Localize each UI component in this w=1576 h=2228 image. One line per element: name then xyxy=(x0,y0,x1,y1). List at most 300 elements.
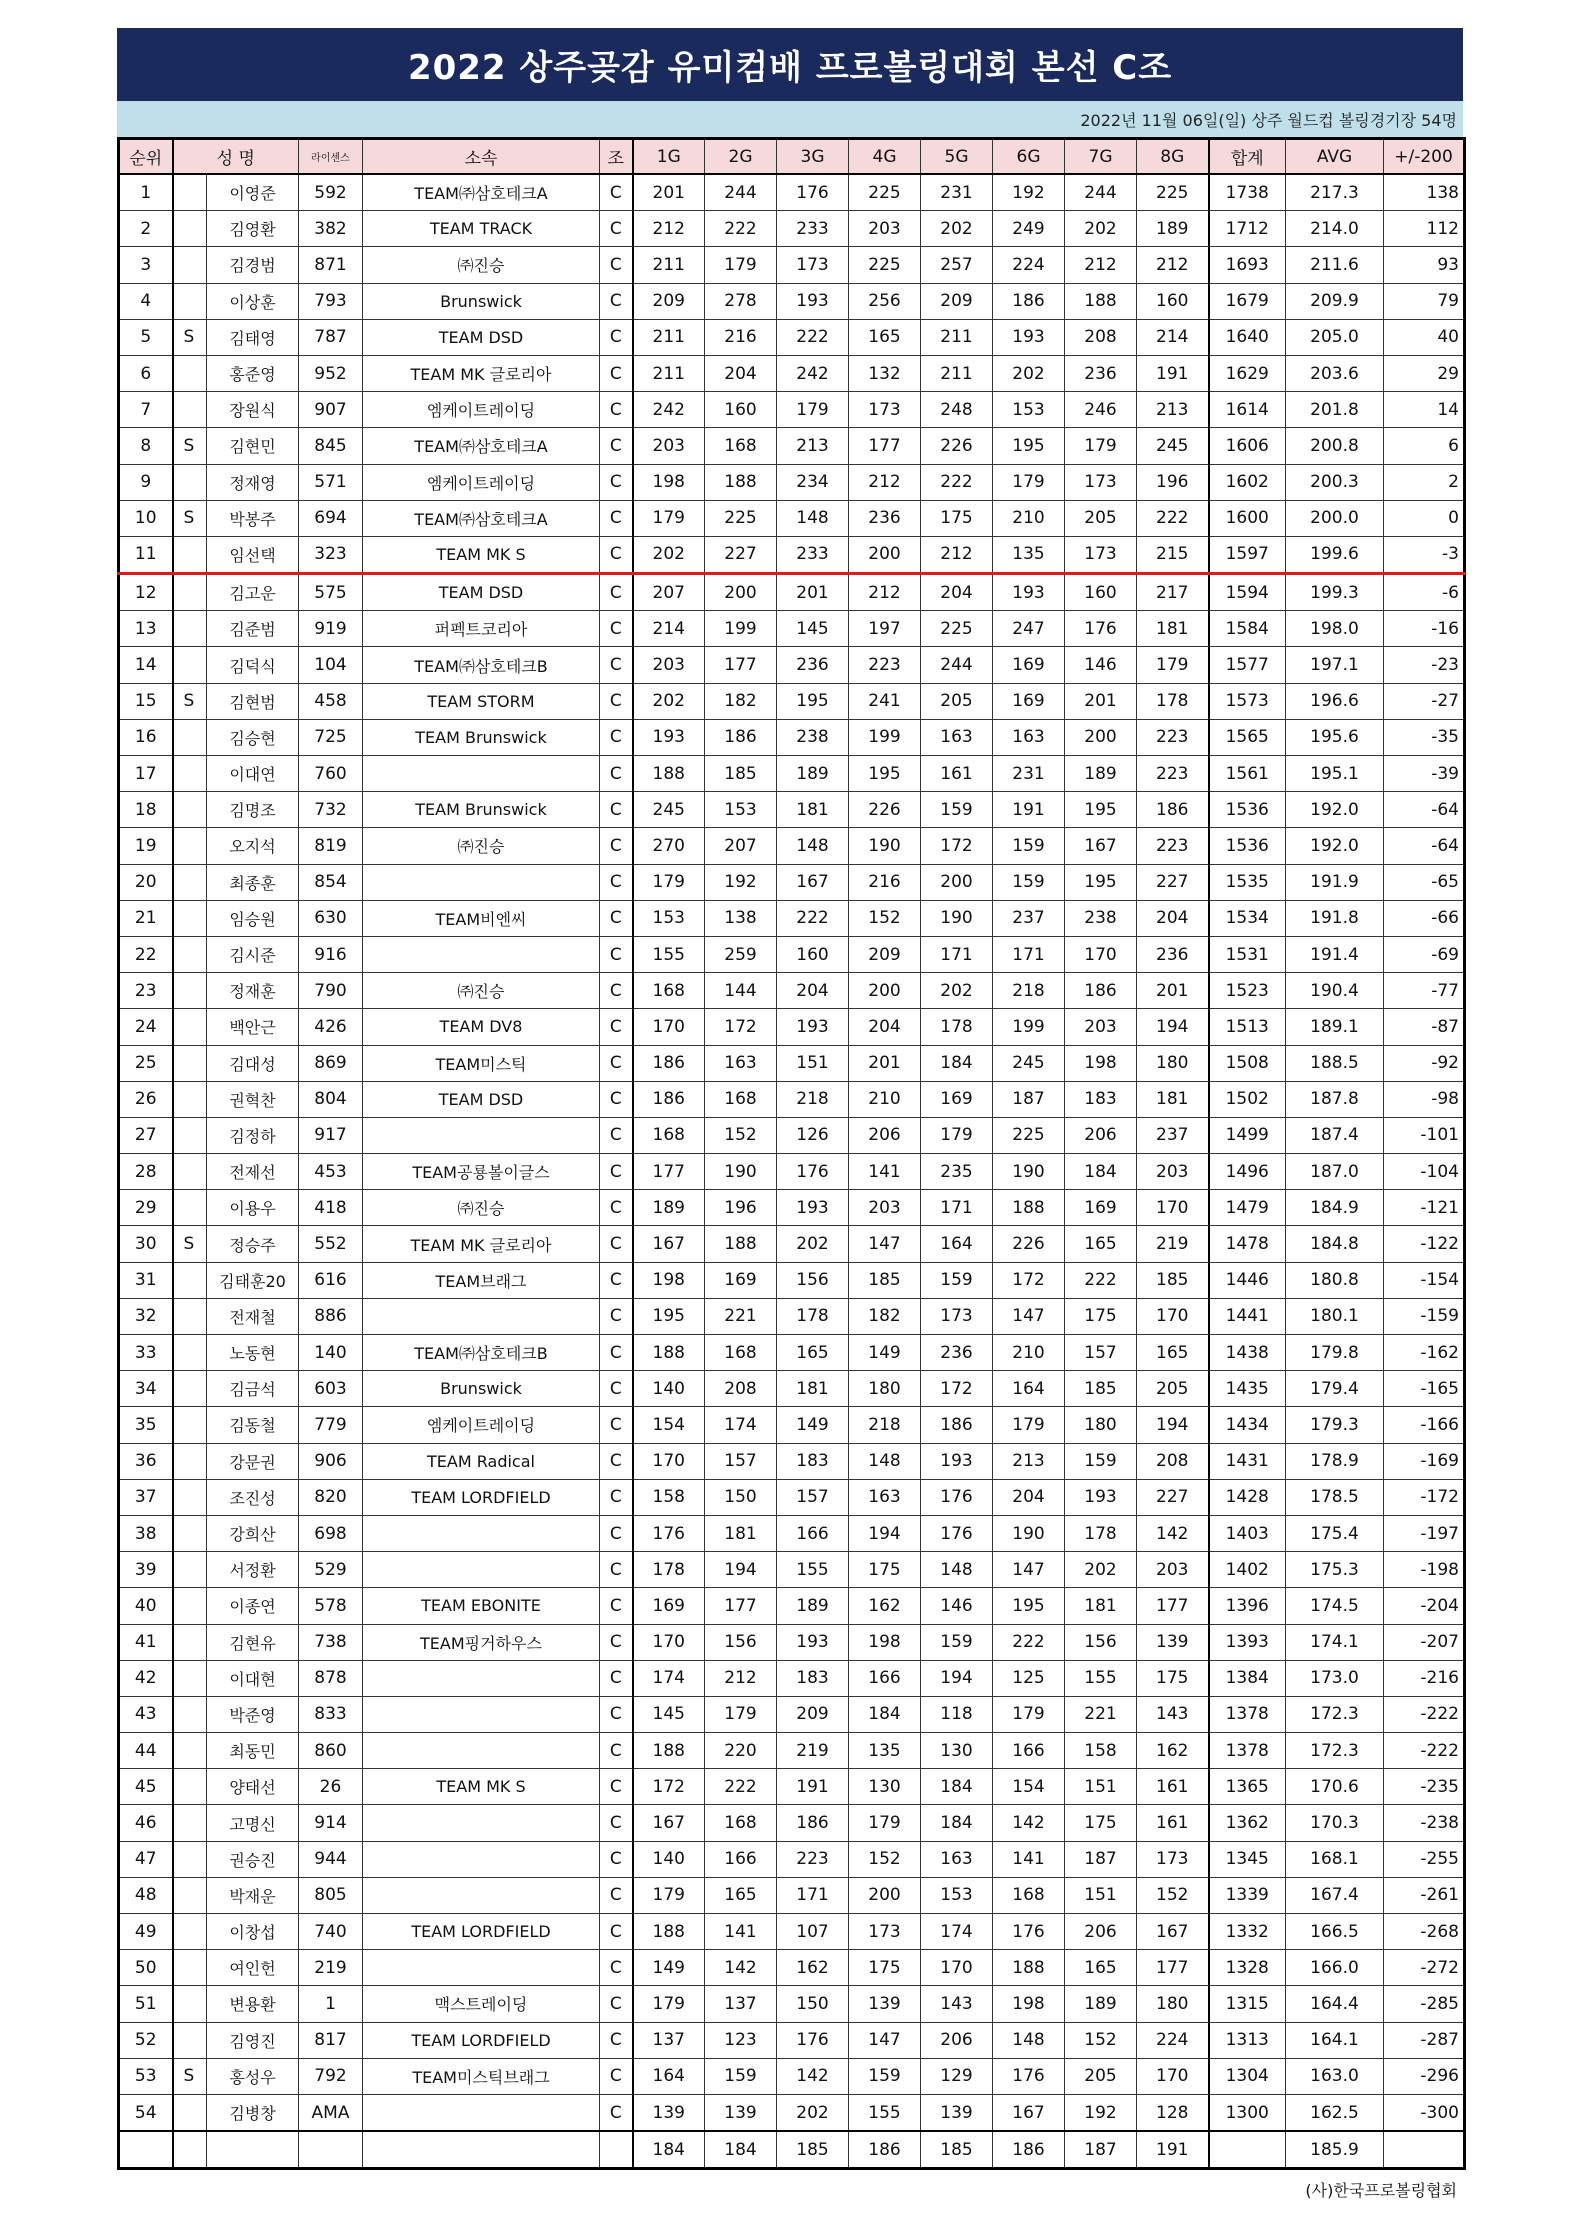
seed-mark-cell xyxy=(173,973,207,1009)
avg-cell: 166.0 xyxy=(1286,1950,1384,1986)
game-3-score-cell: 148 xyxy=(777,828,849,864)
game-1-score-cell: 168 xyxy=(633,973,705,1009)
game-7-score-cell: 165 xyxy=(1065,1950,1137,1986)
player-name-cell: 김명조 xyxy=(207,792,299,828)
avg-cell: 187.8 xyxy=(1286,1081,1384,1117)
seed-mark-cell xyxy=(173,1914,207,1950)
game-3-score-cell: 181 xyxy=(777,792,849,828)
game-1-score-cell: 188 xyxy=(633,1914,705,1950)
group-cell: C xyxy=(600,1009,633,1045)
seed-mark-cell xyxy=(173,1986,207,2022)
game-6-score-cell: 213 xyxy=(993,1443,1065,1479)
table-row xyxy=(119,1335,1465,1371)
seed-mark-cell xyxy=(173,1515,207,1551)
club-cell xyxy=(363,1117,600,1153)
table-row xyxy=(119,1407,1465,1443)
game-1-score-cell: 245 xyxy=(633,792,705,828)
club-cell xyxy=(363,2094,600,2131)
game-1-score-cell: 176 xyxy=(633,1515,705,1551)
game-8-score-cell: 223 xyxy=(1137,828,1209,864)
group-cell: C xyxy=(600,936,633,972)
rank-cell: 1 xyxy=(119,174,173,211)
rank-cell: 13 xyxy=(119,611,173,647)
avg-cell: 214.0 xyxy=(1286,211,1384,247)
license-cell: 740 xyxy=(299,1914,363,1950)
club-cell: TEAM DSD xyxy=(363,319,600,355)
club-cell: Brunswick xyxy=(363,1371,600,1407)
game-4-score-cell: 225 xyxy=(849,247,921,283)
game-2-score-cell: 190 xyxy=(705,1154,777,1190)
group-cell: C xyxy=(600,1696,633,1732)
group-cell: C xyxy=(600,392,633,428)
game-7-score-cell: 160 xyxy=(1065,574,1137,611)
avg-cell: 205.0 xyxy=(1286,319,1384,355)
game-1-score-cell: 270 xyxy=(633,828,705,864)
game-8-score-cell: 203 xyxy=(1137,1552,1209,1588)
club-cell: 엠케이트레이딩 xyxy=(363,392,600,428)
license-cell: 914 xyxy=(299,1805,363,1841)
col-rank: 순위 xyxy=(119,139,173,175)
avg-cell: 178.9 xyxy=(1286,1443,1384,1479)
game-1-score-cell: 214 xyxy=(633,611,705,647)
game-1-score-cell: 188 xyxy=(633,1733,705,1769)
game-5-score-cell: 222 xyxy=(921,464,993,500)
table-row xyxy=(119,247,1465,283)
game-8-score-cell: 194 xyxy=(1137,1407,1209,1443)
table-row xyxy=(119,1081,1465,1117)
group-cell: C xyxy=(600,792,633,828)
game-2-score-cell: 196 xyxy=(705,1190,777,1226)
rank-cell: 19 xyxy=(119,828,173,864)
diff-cell: -3 xyxy=(1384,536,1465,573)
game-4-score-cell: 225 xyxy=(849,174,921,211)
table-row xyxy=(119,1226,1465,1262)
game-4-score-cell: 175 xyxy=(849,1552,921,1588)
game-1-score-cell: 198 xyxy=(633,1262,705,1298)
avg-cell: 187.4 xyxy=(1286,1117,1384,1153)
group-cell: C xyxy=(600,1262,633,1298)
game-1-score-cell: 179 xyxy=(633,864,705,900)
game-3-score-cell: 193 xyxy=(777,1009,849,1045)
avg-cell: 195.1 xyxy=(1286,756,1384,792)
group-cell: C xyxy=(600,1515,633,1551)
game-average-row xyxy=(119,2131,1465,2169)
game-5-score-cell: 172 xyxy=(921,828,993,864)
diff-cell: 138 xyxy=(1384,174,1465,211)
diff-cell: 14 xyxy=(1384,392,1465,428)
seed-mark-cell xyxy=(173,1660,207,1696)
game-3-score-cell: 149 xyxy=(777,1407,849,1443)
game-6-score-cell: 171 xyxy=(993,936,1065,972)
game-8-score-cell: 222 xyxy=(1137,500,1209,536)
club-cell xyxy=(363,1950,600,1986)
player-name-cell: 박봉주 xyxy=(207,500,299,536)
game-8-score-cell: 219 xyxy=(1137,1226,1209,1262)
game-8-score-cell: 205 xyxy=(1137,1371,1209,1407)
player-name-cell: 이대연 xyxy=(207,756,299,792)
game-5-score-cell: 184 xyxy=(921,1805,993,1841)
game-6-score-cell: 199 xyxy=(993,1009,1065,1045)
game-8-score-cell: 215 xyxy=(1137,536,1209,573)
diff-cell: -172 xyxy=(1384,1479,1465,1515)
rank-cell: 18 xyxy=(119,792,173,828)
total-cell: 1679 xyxy=(1209,283,1286,319)
avg-cell: 164.1 xyxy=(1286,2022,1384,2058)
game-3-score-cell: 176 xyxy=(777,1154,849,1190)
rank-cell: 37 xyxy=(119,1479,173,1515)
seed-mark-cell xyxy=(173,1154,207,1190)
seed-mark-cell xyxy=(173,174,207,211)
col-game-7: 7G xyxy=(1065,139,1137,175)
diff-cell: -64 xyxy=(1384,828,1465,864)
license-cell: 140 xyxy=(299,1335,363,1371)
total-cell: 1403 xyxy=(1209,1515,1286,1551)
col-license: 라이센스 xyxy=(299,139,363,175)
club-cell xyxy=(363,1298,600,1334)
player-name-cell: 김병창 xyxy=(207,2094,299,2131)
group-cell: C xyxy=(600,2094,633,2131)
game-5-score-cell: 171 xyxy=(921,936,993,972)
player-name-cell: 이상훈 xyxy=(207,283,299,319)
player-name-cell: 김동철 xyxy=(207,1407,299,1443)
total-cell: 1565 xyxy=(1209,719,1286,755)
game-7-score-cell: 179 xyxy=(1065,428,1137,464)
license-cell: 738 xyxy=(299,1624,363,1660)
diff-cell: -238 xyxy=(1384,1805,1465,1841)
seed-mark-cell xyxy=(173,1081,207,1117)
game-6-score-cell: 148 xyxy=(993,2022,1065,2058)
total-cell: 1441 xyxy=(1209,1298,1286,1334)
club-cell: TEAM DSD xyxy=(363,1081,600,1117)
club-cell xyxy=(363,936,600,972)
game-1-score-cell: 174 xyxy=(633,1660,705,1696)
diff-cell: -16 xyxy=(1384,611,1465,647)
license-cell: 833 xyxy=(299,1696,363,1732)
game-2-score-cell: 168 xyxy=(705,1805,777,1841)
rank-cell: 17 xyxy=(119,756,173,792)
results-table xyxy=(117,137,1466,2170)
avg-cell: 190.4 xyxy=(1286,973,1384,1009)
game-2-score-cell: 194 xyxy=(705,1552,777,1588)
game-4-score-cell: 139 xyxy=(849,1986,921,2022)
game-4-score-cell: 180 xyxy=(849,1371,921,1407)
game-6-score-cell: 195 xyxy=(993,428,1065,464)
total-cell: 1738 xyxy=(1209,174,1286,211)
diff-cell: -272 xyxy=(1384,1950,1465,1986)
game-4-score-cell: 212 xyxy=(849,464,921,500)
avg-cell: 167.4 xyxy=(1286,1877,1384,1913)
game-5-score-cell: 184 xyxy=(921,1045,993,1081)
game-3-score-cell: 222 xyxy=(777,319,849,355)
game-8-score-cell: 177 xyxy=(1137,1950,1209,1986)
total-cell: 1431 xyxy=(1209,1443,1286,1479)
game-6-score-cell: 163 xyxy=(993,719,1065,755)
seed-mark-cell xyxy=(173,828,207,864)
game-5-score-cell: 159 xyxy=(921,1624,993,1660)
seed-mark-cell xyxy=(173,647,207,683)
game-1-score-cell: 201 xyxy=(633,174,705,211)
game-3-score-cell: 171 xyxy=(777,1877,849,1913)
col-avg: AVG xyxy=(1286,139,1384,175)
game-3-score-cell: 183 xyxy=(777,1443,849,1479)
table-row xyxy=(119,211,1465,247)
total-cell: 1523 xyxy=(1209,973,1286,1009)
game-1-score-cell: 169 xyxy=(633,1588,705,1624)
game-5-score-cell: 248 xyxy=(921,392,993,428)
player-name-cell: 김현유 xyxy=(207,1624,299,1660)
license-cell: AMA xyxy=(299,2094,363,2131)
seed-mark-cell xyxy=(173,1805,207,1841)
game-2-score-cell: 222 xyxy=(705,1769,777,1805)
game-7-score-cell: 184 xyxy=(1065,1154,1137,1190)
game-3-score-cell: 242 xyxy=(777,355,849,391)
game-2-score-cell: 168 xyxy=(705,1081,777,1117)
rank-cell: 12 xyxy=(119,574,173,611)
group-cell: C xyxy=(600,1081,633,1117)
seed-mark-cell xyxy=(173,574,207,611)
rank-cell: 54 xyxy=(119,2094,173,2131)
game-4-score-cell: 210 xyxy=(849,1081,921,1117)
game-4-score-cell: 195 xyxy=(849,756,921,792)
game-5-score-cell: 225 xyxy=(921,611,993,647)
table-row xyxy=(119,319,1465,355)
club-cell: 엠케이트레이딩 xyxy=(363,1407,600,1443)
game-7-score-cell: 159 xyxy=(1065,1443,1137,1479)
game-3-score-cell: 195 xyxy=(777,683,849,719)
club-cell: TEAM MK 글로리아 xyxy=(363,355,600,391)
game-3-score-cell: 193 xyxy=(777,1190,849,1226)
player-name-cell: 임승원 xyxy=(207,900,299,936)
game-5-score-cell: 186 xyxy=(921,1407,993,1443)
avg-cell: 199.3 xyxy=(1286,574,1384,611)
player-name-cell: 조진성 xyxy=(207,1479,299,1515)
total-cell: 1378 xyxy=(1209,1733,1286,1769)
game-3-score-cell: 189 xyxy=(777,1588,849,1624)
game-8-score-cell: 180 xyxy=(1137,1986,1209,2022)
game-4-score-cell: 241 xyxy=(849,683,921,719)
seed-mark-cell xyxy=(173,355,207,391)
game-3-score-cell: 176 xyxy=(777,2022,849,2058)
total-cell: 1602 xyxy=(1209,464,1286,500)
club-cell xyxy=(363,1877,600,1913)
game-5-score-cell: 148 xyxy=(921,1552,993,1588)
diff-cell: 6 xyxy=(1384,428,1465,464)
rank-cell: 15 xyxy=(119,683,173,719)
game-3-score-cell: 201 xyxy=(777,574,849,611)
avg-cell: 191.4 xyxy=(1286,936,1384,972)
game-3-score-cell: 151 xyxy=(777,1045,849,1081)
total-cell: 1478 xyxy=(1209,1226,1286,1262)
game-5-score-cell: 176 xyxy=(921,1515,993,1551)
club-cell: TEAM공룡볼이글스 xyxy=(363,1154,600,1190)
game-7-score-cell: 176 xyxy=(1065,611,1137,647)
game-7-score-cell: 198 xyxy=(1065,1045,1137,1081)
game-1-score-cell: 189 xyxy=(633,1190,705,1226)
game-5-score-cell: 200 xyxy=(921,864,993,900)
game-3-score-cell: 218 xyxy=(777,1081,849,1117)
group-cell: C xyxy=(600,574,633,611)
diff-cell: -87 xyxy=(1384,1009,1465,1045)
total-cell: 1315 xyxy=(1209,1986,1286,2022)
game-1-score-cell: 172 xyxy=(633,1769,705,1805)
game-8-score-cell: 185 xyxy=(1137,1262,1209,1298)
game-7-score-cell: 181 xyxy=(1065,1588,1137,1624)
rank-cell: 40 xyxy=(119,1588,173,1624)
player-name-cell: 박준영 xyxy=(207,1696,299,1732)
license-cell: 529 xyxy=(299,1552,363,1588)
group-cell: C xyxy=(600,756,633,792)
total-cell: 1496 xyxy=(1209,1154,1286,1190)
seed-mark-cell xyxy=(173,611,207,647)
game-5-score-cell: 194 xyxy=(921,1660,993,1696)
total-cell: 1339 xyxy=(1209,1877,1286,1913)
game-3-score-cell: 222 xyxy=(777,900,849,936)
group-cell: C xyxy=(600,828,633,864)
club-cell xyxy=(363,1696,600,1732)
avg-cell: 180.8 xyxy=(1286,1262,1384,1298)
game-1-score-cell: 207 xyxy=(633,574,705,611)
rank-cell: 11 xyxy=(119,536,173,573)
club-cell: TEAM DSD xyxy=(363,574,600,611)
license-cell: 854 xyxy=(299,864,363,900)
avg-cell: 170.6 xyxy=(1286,1769,1384,1805)
avg-cell: 191.9 xyxy=(1286,864,1384,900)
seed-mark-cell xyxy=(173,2094,207,2131)
game-1-score-cell: 203 xyxy=(633,647,705,683)
game-6-score-cell: 247 xyxy=(993,611,1065,647)
group-cell: C xyxy=(600,174,633,211)
rank-cell: 2 xyxy=(119,211,173,247)
diff-cell: -27 xyxy=(1384,683,1465,719)
diff-cell: -255 xyxy=(1384,1841,1465,1877)
diff-cell: -261 xyxy=(1384,1877,1465,1913)
game-8-score-cell: 223 xyxy=(1137,719,1209,755)
license-cell: 694 xyxy=(299,500,363,536)
game-4-score-cell: 203 xyxy=(849,211,921,247)
group-cell: C xyxy=(600,719,633,755)
player-name-cell: 김덕식 xyxy=(207,647,299,683)
game-6-score-cell: 159 xyxy=(993,864,1065,900)
game-8-score-cell: 177 xyxy=(1137,1588,1209,1624)
game-7-score-cell: 208 xyxy=(1065,319,1137,355)
group-cell: C xyxy=(600,1298,633,1334)
game-5-score-cell: 231 xyxy=(921,174,993,211)
player-name-cell: 강희산 xyxy=(207,1515,299,1551)
license-cell: 578 xyxy=(299,1588,363,1624)
game-2-score-cell: 227 xyxy=(705,536,777,573)
rank-cell: 46 xyxy=(119,1805,173,1841)
table-row xyxy=(119,464,1465,500)
table-row xyxy=(119,1588,1465,1624)
game-7-score-cell: 246 xyxy=(1065,392,1137,428)
club-cell: 맥스트레이딩 xyxy=(363,1986,600,2022)
game-4-score-cell: 256 xyxy=(849,283,921,319)
diff-cell: -35 xyxy=(1384,719,1465,755)
player-name-cell: 김승현 xyxy=(207,719,299,755)
game-8-score-cell: 203 xyxy=(1137,1154,1209,1190)
col-game-3: 3G xyxy=(777,139,849,175)
license-cell: 1 xyxy=(299,1986,363,2022)
total-cell: 1606 xyxy=(1209,428,1286,464)
player-name-cell: 전제선 xyxy=(207,1154,299,1190)
diff-cell: 112 xyxy=(1384,211,1465,247)
club-cell: TEAM핑거하우스 xyxy=(363,1624,600,1660)
game-8-score-cell: 170 xyxy=(1137,1190,1209,1226)
game-6-score-cell: 191 xyxy=(993,792,1065,828)
game-6-score-cell: 188 xyxy=(993,1950,1065,1986)
diff-cell: -268 xyxy=(1384,1914,1465,1950)
game-4-score-cell: 135 xyxy=(849,1733,921,1769)
game-7-score-cell: 206 xyxy=(1065,1914,1137,1950)
club-cell: ㈜진승 xyxy=(363,1190,600,1226)
game-7-score-cell: 165 xyxy=(1065,1226,1137,1262)
player-name-cell: 김준범 xyxy=(207,611,299,647)
game-3-score-cell: 155 xyxy=(777,1552,849,1588)
game-6-score-cell: 222 xyxy=(993,1624,1065,1660)
rank-cell: 44 xyxy=(119,1733,173,1769)
avg-cell: 175.4 xyxy=(1286,1515,1384,1551)
license-cell: 820 xyxy=(299,1479,363,1515)
seed-mark-cell xyxy=(173,247,207,283)
license-cell: 426 xyxy=(299,1009,363,1045)
game-4-score-cell: 182 xyxy=(849,1298,921,1334)
group-cell: C xyxy=(600,464,633,500)
game-2-score-cell: 208 xyxy=(705,1371,777,1407)
rank-cell: 42 xyxy=(119,1660,173,1696)
game-7-score-cell: 187 xyxy=(1065,1841,1137,1877)
game-7-score-cell: 203 xyxy=(1065,1009,1137,1045)
rank-cell: 30 xyxy=(119,1226,173,1262)
player-name-cell: 백안근 xyxy=(207,1009,299,1045)
game-7-score-cell: 212 xyxy=(1065,247,1137,283)
game-3-score-cell: 209 xyxy=(777,1696,849,1732)
game-5-score-cell: 202 xyxy=(921,973,993,1009)
club-cell: TEAM㈜삼호테크B xyxy=(363,647,600,683)
rank-cell: 20 xyxy=(119,864,173,900)
player-name-cell: 전재철 xyxy=(207,1298,299,1334)
game-2-score-cell: 259 xyxy=(705,936,777,972)
game-3-score-cell: 233 xyxy=(777,211,849,247)
diff-cell: -23 xyxy=(1384,647,1465,683)
license-cell: 845 xyxy=(299,428,363,464)
table-row xyxy=(119,2058,1465,2094)
player-name-cell: 여인헌 xyxy=(207,1950,299,1986)
game-5-score-cell: 173 xyxy=(921,1298,993,1334)
player-name-cell: 오지석 xyxy=(207,828,299,864)
game-2-score-cell: 186 xyxy=(705,719,777,755)
col-game-1: 1G xyxy=(633,139,705,175)
total-cell: 1428 xyxy=(1209,1479,1286,1515)
club-cell: TEAM㈜삼호테크B xyxy=(363,1335,600,1371)
license-cell: 732 xyxy=(299,792,363,828)
game-1-score-cell: 139 xyxy=(633,2094,705,2131)
club-cell: TEAM LORDFIELD xyxy=(363,2022,600,2058)
game-7-score-cell: 202 xyxy=(1065,211,1137,247)
seed-mark-cell xyxy=(173,1950,207,1986)
seed-mark-cell xyxy=(173,211,207,247)
group-cell: C xyxy=(600,247,633,283)
avg-cell: 196.6 xyxy=(1286,683,1384,719)
game-6-score-cell: 153 xyxy=(993,392,1065,428)
rank-cell: 43 xyxy=(119,1696,173,1732)
rank-cell: 4 xyxy=(119,283,173,319)
rank-cell: 5 xyxy=(119,319,173,355)
seed-mark-cell xyxy=(173,2022,207,2058)
game-5-score-cell: 175 xyxy=(921,500,993,536)
group-cell: C xyxy=(600,2022,633,2058)
game-1-score-cell: 202 xyxy=(633,683,705,719)
game-1-score-cell: 211 xyxy=(633,355,705,391)
